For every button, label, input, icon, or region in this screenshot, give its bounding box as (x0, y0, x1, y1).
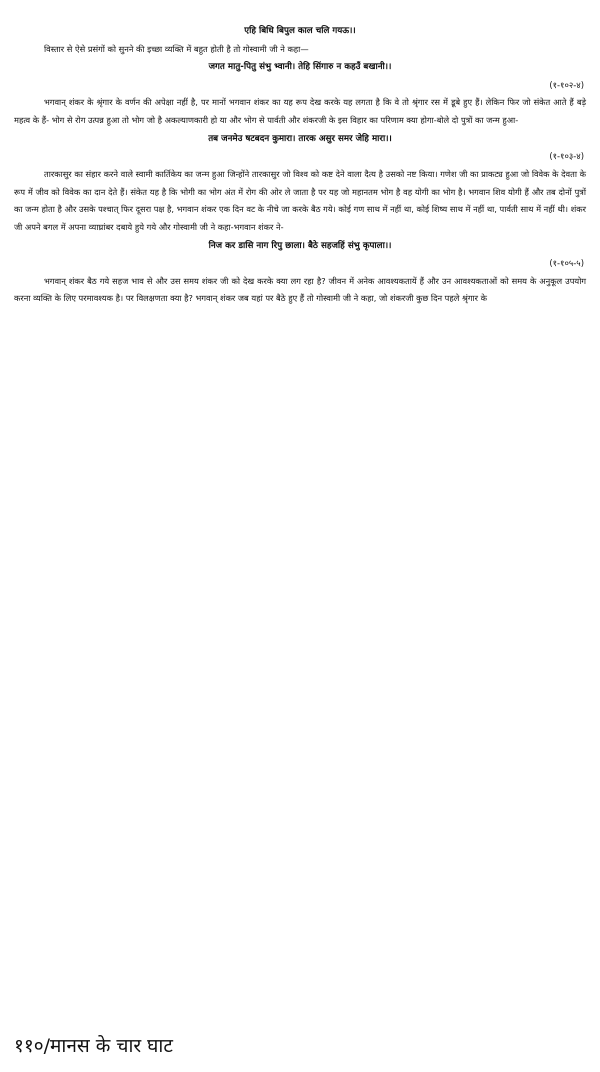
verse-2: जगत मातु-पितु संभु भ्वानी। तेहि सिंगारु न कहउँ बखानी।। (208, 62, 392, 73)
paragraph-1: विस्तार से ऐसे प्रसंगों को सुनने की इच्छा व्यक्ति में बहुत होती है तो गोस्वामी जी ने कहा— (44, 43, 309, 54)
paragraph-2: भगवान् शंकर के श्रृंगार के वर्णन की अपेक्षा नहीं है, पर मानों भगवान शंकर का यह रूप देख करके यह लगता है कि वे तो श्रृंगार रस में डूबे हुए हैं। लेकिन फिर जो संकेत आते हैं बड़े महत्व के हैं- भोग से रोग उत्पन्न हुआ तो भोग जो है अकल्याणकारी हो या और भोग से पार्वती और शंकरजी के इस विहार का परिणाम क्या होगा-बोले दो पुत्रों का जन्म हुआ- (14, 97, 586, 126)
verse-4-reference: (१-१०५-५) (549, 258, 584, 269)
paragraph-3: तारकासुर का संहार करने वाले स्वामी कार्तिकेय का जन्म हुआ जिन्होंने तारकासुर जो विश्व को कष्ट देने वाला दैत्य है उसको नष्ट किया। गणेश जी का प्राकट्य हुआ जो विवेक के देवता के रूप में जीव को विवेक का दान देते हैं। संकेत यह है कि भोगी का भोग अंत में रोग की ओर ले जाता है पर यह जो महानतम भोग है वह योगी का भोग है। भगवान शिव योगी हैं और तब दोनों पुत्रों का जन्म होता है और उसके पश्चात् फिर दूसरा पक्ष है, भगवान शंकर एक दिन वट के नीचे जा करके बैठ गये। कोई गण साथ में नहीं था, कोई शिष्य साथ में नहीं था, पार्वती साथ में नहीं थी। शंकर जी अपने बगल में अपना व्याघ्रांबर दबाये हुये गये और गोस्वामी जी ने कहा-भगवान शंकर ने- (14, 168, 586, 232)
verse-1: एहि बिधि बिपुल काल चलि गयऊ।। (244, 26, 356, 36)
page-footer: ११०/मानस के चार घाट (14, 1035, 173, 1057)
verse-2-reference: (१-१०२-४) (549, 79, 584, 90)
verse-3-reference: (१-१०३-४) (549, 151, 584, 162)
verse-3: तब जनमेउ षटबदन कुमारा। तारक असुर समर जेहि मारा।। (208, 133, 392, 144)
verse-4: निज कर डासि नाग रिपु छाला। बैठे सहजहिं संभु कृपाला।। (208, 240, 392, 251)
paragraph-4: भगवान् शंकर बैठ गये सहज भाव से और उस समय शंकर जी को देख करके क्या लग रहा है? जीवन में अनेक आवश्यकतायें हैं और उन आवश्यकताओं को समय के अनुकूल उपयोग करना व्यक्ति के लिए परमावश्यक है। पर विलक्षणता क्या है? भगवान् शंकर जब यहां पर बैठे हुए हैं तो गोस्वामी जी ने कहा, जो शंकरजी कुछ दिन पहले श्रृंगार के (14, 275, 586, 304)
